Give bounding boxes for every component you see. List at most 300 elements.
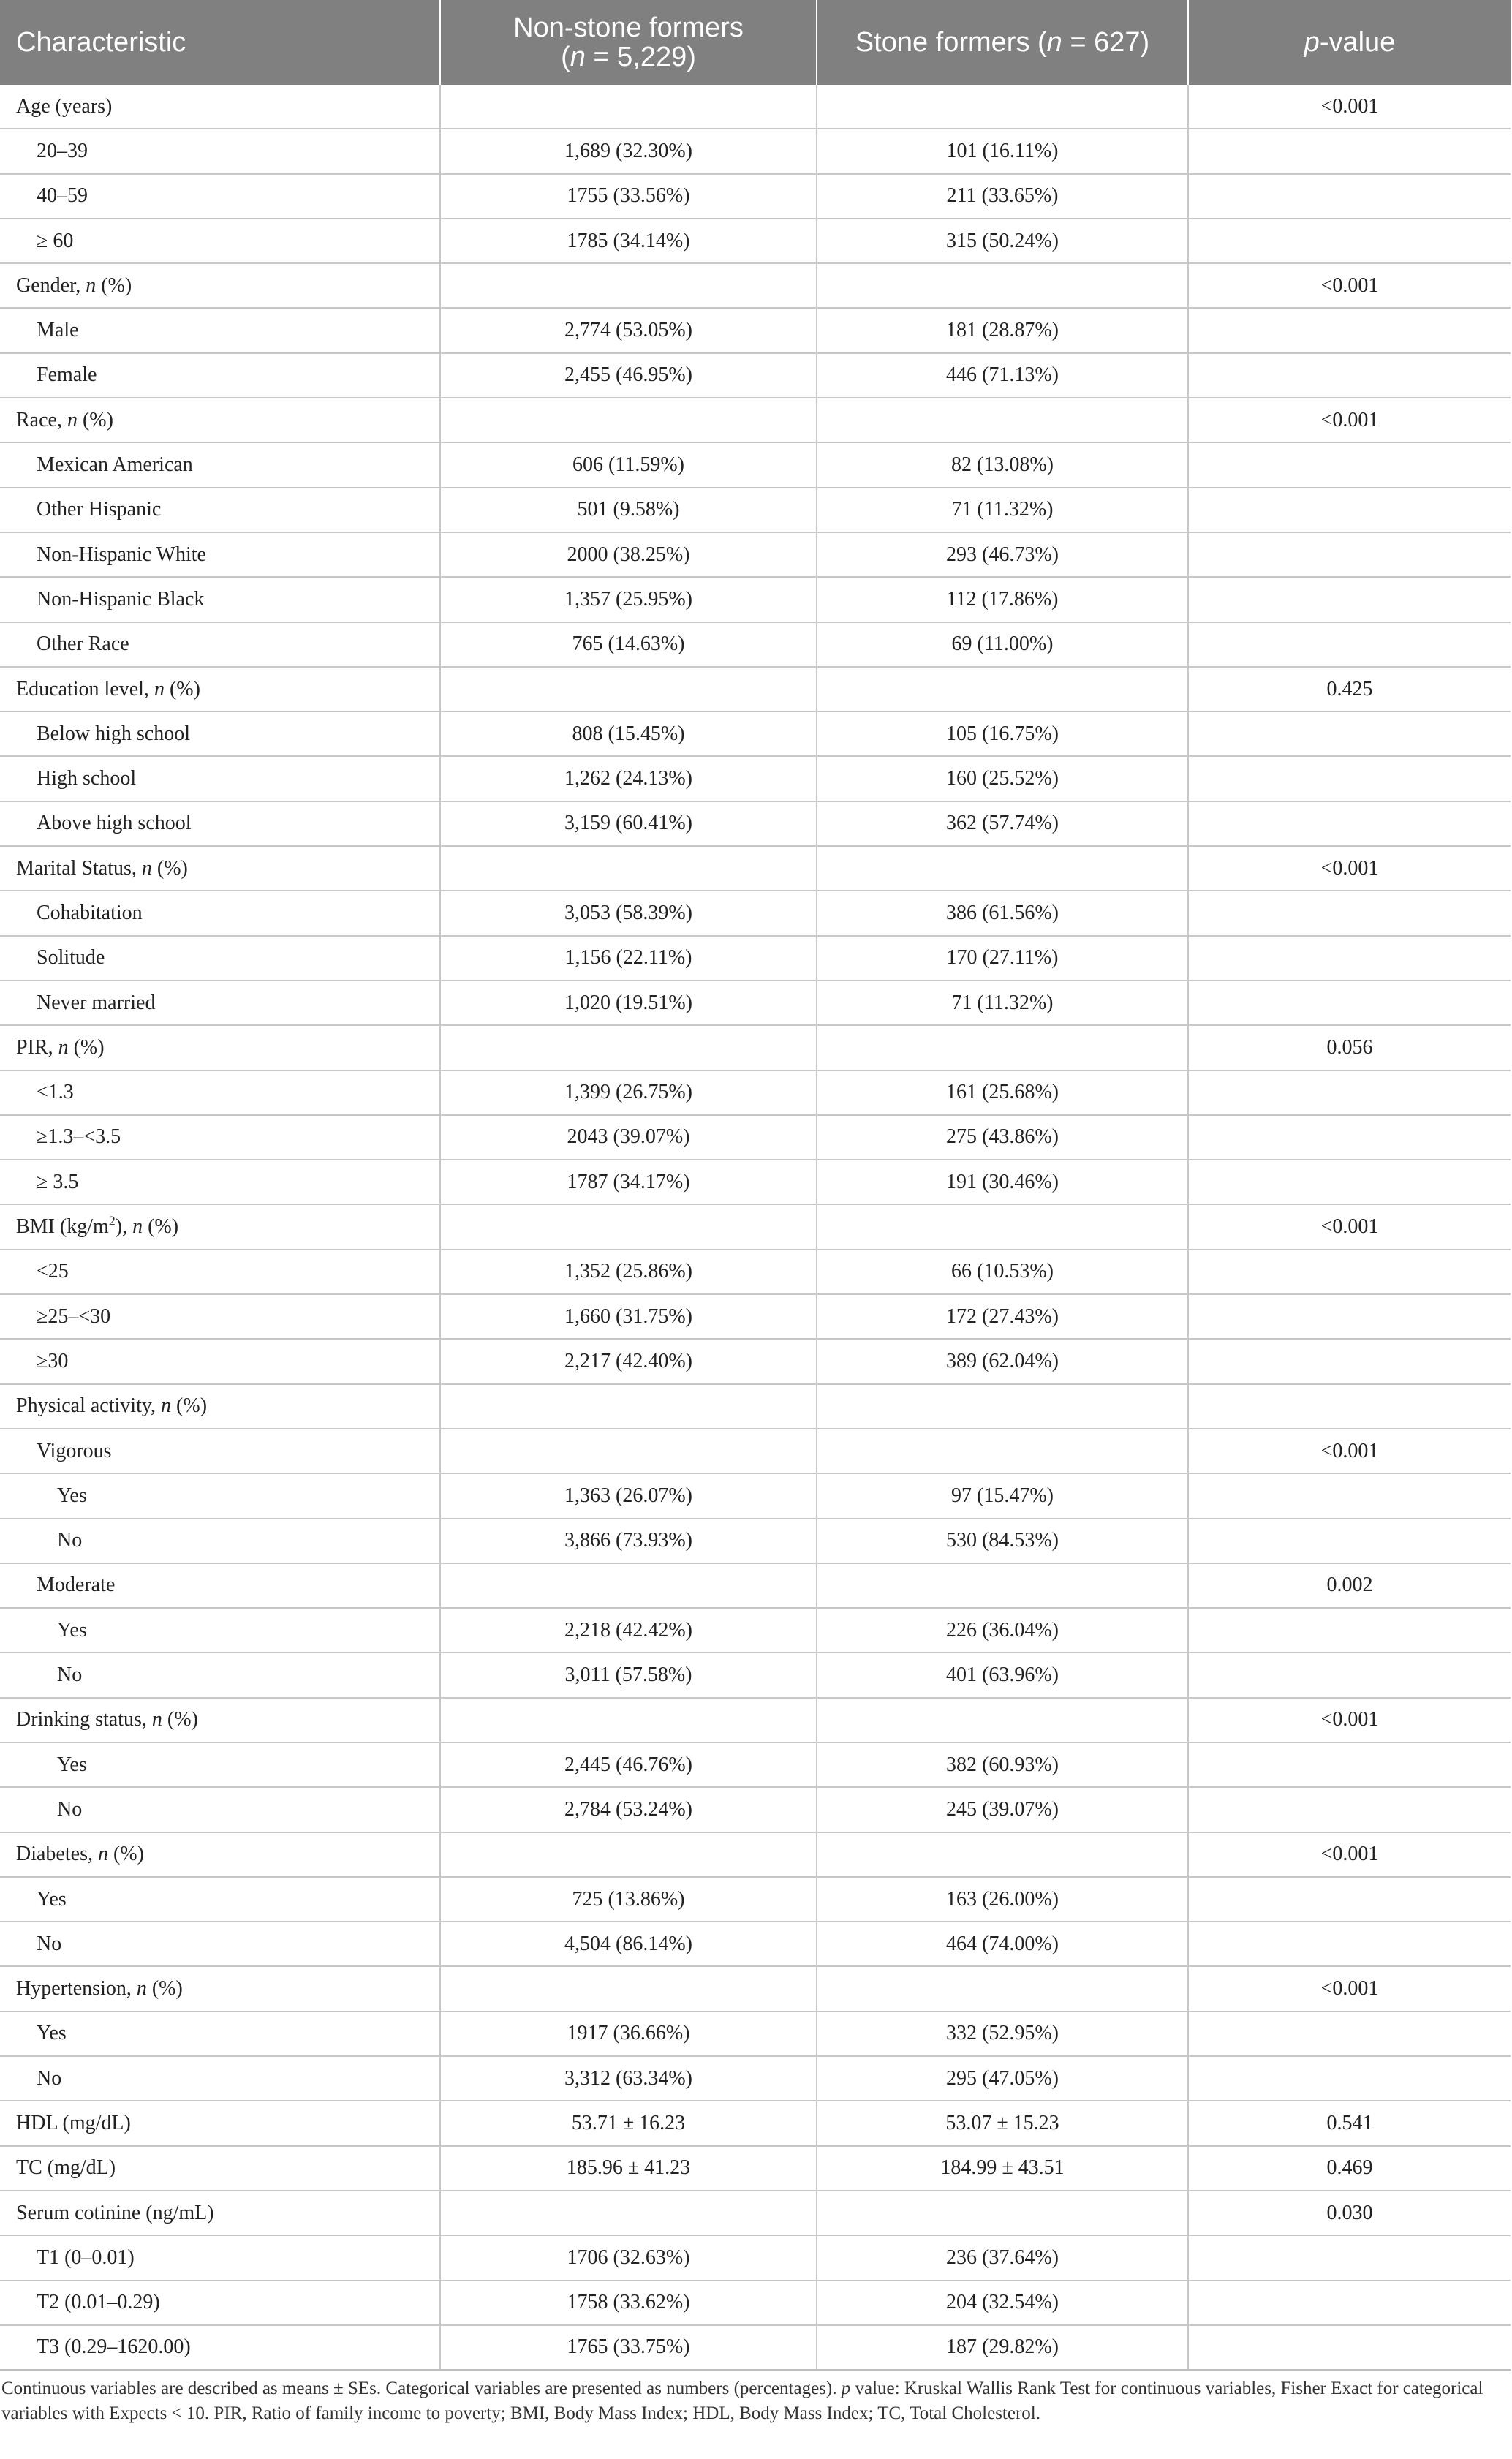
non-stone-value: 3,159 (60.41%) — [440, 801, 817, 846]
stone-value — [817, 1563, 1188, 1608]
p-value — [1188, 1339, 1511, 1383]
row-label-superscript: 2 — [108, 1213, 116, 1228]
stone-value — [817, 1204, 1188, 1249]
row-label-text: Serum cotinine (ng/mL) — [16, 2201, 214, 2224]
table-footnote — [0, 2376, 1493, 2426]
row-label — [0, 129, 440, 173]
stone-value: 163 (26.00%) — [817, 1877, 1188, 1922]
table-row — [0, 1339, 1511, 1383]
stone-value: 204 (32.54%) — [817, 2281, 1188, 2325]
row-label-text: Marital Status, — [16, 856, 142, 880]
non-stone-value: 2,445 (46.76%) — [440, 1742, 817, 1787]
stone-value: 191 (30.46%) — [817, 1160, 1188, 1204]
table-row — [0, 1787, 1511, 1832]
non-stone-value: 1785 (34.14%) — [440, 219, 817, 263]
non-stone-value: 2,455 (46.95%) — [440, 353, 817, 398]
stone-value: 245 (39.07%) — [817, 1787, 1188, 1832]
row-label — [0, 174, 440, 219]
row-label-text: <25 — [37, 1260, 69, 1283]
p-value — [1188, 936, 1511, 981]
row-label — [0, 1025, 440, 1070]
row-label-italic: n — [141, 856, 152, 880]
table-row — [0, 2146, 1511, 2191]
non-stone-value — [440, 1966, 817, 2011]
non-stone-value — [440, 2191, 817, 2235]
row-label — [0, 1652, 440, 1697]
stone-value: 226 (36.04%) — [817, 1608, 1188, 1652]
table-row — [0, 263, 1511, 308]
row-label-text: Yes — [37, 1887, 67, 1911]
table-row — [0, 488, 1511, 532]
header-p-rest: -value — [1319, 27, 1396, 58]
stone-value: 181 (28.87%) — [817, 308, 1188, 352]
p-value — [1188, 2012, 1511, 2056]
header-p-italic: p — [1304, 27, 1320, 58]
row-label-text: No — [37, 2066, 62, 2090]
p-value — [1188, 219, 1511, 263]
table-row — [0, 442, 1511, 487]
stone-value: 101 (16.11%) — [817, 129, 1188, 173]
non-stone-value: 1,689 (32.30%) — [440, 129, 817, 173]
row-label-text: Yes — [57, 1484, 87, 1507]
row-label-text: Mexican American — [37, 453, 193, 477]
row-label — [0, 85, 440, 129]
p-value — [1188, 1070, 1511, 1115]
row-label — [0, 1070, 440, 1115]
row-label-after: (%) — [162, 1708, 198, 1731]
footnote-part2: value: Kruskal Wallis Rank Test for continuous variables, Fisher Exact for categorical variables with Expects < 10. PIR, Ratio of family income to poverty; BMI, Body Mass Index; HDL, Body Mass Index; TC, Total Cholesterol. — [1, 2379, 1483, 2423]
table-row — [0, 353, 1511, 398]
p-value — [1188, 801, 1511, 846]
p-value — [1188, 2235, 1511, 2280]
table-row — [0, 667, 1511, 711]
row-label-text: No — [57, 1529, 83, 1552]
p-value — [1188, 756, 1511, 801]
table-row — [0, 756, 1511, 801]
p-value — [1188, 129, 1511, 173]
row-label-text: T2 (0.01–0.29) — [37, 2291, 160, 2314]
non-stone-value — [440, 1563, 817, 1608]
non-stone-value: 4,504 (86.14%) — [440, 1922, 817, 1966]
p-value — [1188, 2281, 1511, 2325]
row-label-text: Male — [37, 319, 79, 342]
stone-value: 105 (16.75%) — [817, 711, 1188, 756]
row-label — [0, 622, 440, 667]
stone-value: 332 (52.95%) — [817, 2012, 1188, 2056]
row-label — [0, 1160, 440, 1204]
row-label-after: (%) — [107, 1843, 144, 1866]
row-label — [0, 846, 440, 891]
non-stone-value: 3,866 (73.93%) — [440, 1519, 817, 1563]
stone-value: 315 (50.24%) — [817, 219, 1188, 263]
row-label-text: Race, — [16, 408, 67, 431]
row-label-text: ≥1.3–<3.5 — [37, 1125, 121, 1149]
row-label-text: HDL (mg/dL) — [16, 2112, 131, 2134]
row-label — [0, 1294, 440, 1339]
row-label — [0, 219, 440, 263]
p-value — [1188, 1473, 1511, 1518]
table-row — [0, 711, 1511, 756]
table-row — [0, 1652, 1511, 1697]
non-stone-value: 1706 (32.63%) — [440, 2235, 817, 2280]
non-stone-value — [440, 846, 817, 891]
row-label-text: Non-Hispanic Black — [37, 587, 205, 611]
row-label — [0, 1742, 440, 1787]
non-stone-value: 1,262 (24.13%) — [440, 756, 817, 801]
stone-value — [817, 398, 1188, 442]
non-stone-value: 3,312 (63.34%) — [440, 2056, 817, 2101]
row-label — [0, 1698, 440, 1742]
row-label-text: Education level, — [16, 677, 154, 700]
table-row — [0, 1966, 1511, 2011]
non-stone-value: 765 (14.63%) — [440, 622, 817, 667]
row-label-after: (%) — [77, 408, 113, 431]
p-value — [1188, 532, 1511, 577]
stone-value: 389 (62.04%) — [817, 1339, 1188, 1383]
stone-value: 275 (43.86%) — [817, 1115, 1188, 1160]
stone-value — [817, 2191, 1188, 2235]
row-label-text: Hypertension, — [16, 1977, 137, 2001]
row-label-text: BMI (kg/m — [16, 1215, 109, 1239]
row-label — [0, 1250, 440, 1294]
row-label-italic: n — [136, 1977, 147, 2001]
header-non-stone-n: n — [570, 42, 586, 72]
row-label — [0, 667, 440, 711]
non-stone-value: 1917 (36.66%) — [440, 2012, 817, 2056]
stone-value — [817, 263, 1188, 308]
table-row — [0, 2191, 1511, 2235]
non-stone-value — [440, 667, 817, 711]
row-label-text: Other Race — [37, 632, 129, 656]
stone-value: 446 (71.13%) — [817, 353, 1188, 398]
p-value — [1188, 174, 1511, 219]
p-value — [1188, 308, 1511, 352]
row-label-text: TC (mg/dL) — [16, 2156, 116, 2180]
row-label — [0, 1877, 440, 1922]
p-value: <0.001 — [1188, 263, 1511, 308]
row-label — [0, 1922, 440, 1966]
p-value: <0.001 — [1188, 846, 1511, 891]
non-stone-value: 808 (15.45%) — [440, 711, 817, 756]
stone-value: 82 (13.08%) — [817, 442, 1188, 487]
non-stone-value: 1,357 (25.95%) — [440, 577, 817, 622]
row-label-text: <1.3 — [37, 1081, 74, 1104]
p-value: 0.002 — [1188, 1563, 1511, 1608]
non-stone-value: 725 (13.86%) — [440, 1877, 817, 1922]
p-value: <0.001 — [1188, 1429, 1511, 1473]
row-label — [0, 981, 440, 1025]
row-label-text: Moderate — [37, 1574, 116, 1597]
p-value — [1188, 711, 1511, 756]
row-label — [0, 1339, 440, 1383]
table-row — [0, 2235, 1511, 2280]
table-row — [0, 1742, 1511, 1787]
row-label — [0, 2012, 440, 2056]
row-label-text: Solitude — [37, 946, 105, 970]
header-non-stone-line1: Non-stone formers — [513, 12, 744, 43]
row-label-text: Non-Hispanic White — [37, 543, 206, 566]
p-value — [1188, 577, 1511, 622]
row-label-text: Yes — [57, 1618, 87, 1642]
p-value — [1188, 891, 1511, 935]
non-stone-value: 2,217 (42.40%) — [440, 1339, 817, 1383]
footnote-part1: Continuous variables are described as means ± SEs. Categorical variables are presented as numbers (percentages). — [1, 2379, 842, 2398]
stone-value — [817, 1384, 1188, 1429]
row-label — [0, 1608, 440, 1652]
row-label — [0, 1204, 440, 1249]
row-label — [0, 577, 440, 622]
row-label — [0, 711, 440, 756]
stone-value — [817, 1025, 1188, 1070]
non-stone-value — [440, 1384, 817, 1429]
p-value — [1188, 1250, 1511, 1294]
table-row — [0, 1025, 1511, 1070]
stone-value: 184.99 ± 43.51 — [817, 2146, 1188, 2191]
header-stone-n: n — [1046, 27, 1062, 58]
row-label — [0, 263, 440, 308]
row-label-text: 20–39 — [37, 139, 88, 162]
row-label — [0, 1966, 440, 2011]
p-value — [1188, 1608, 1511, 1652]
table-row — [0, 1070, 1511, 1115]
table-row — [0, 1294, 1511, 1339]
table-row — [0, 398, 1511, 442]
row-label — [0, 2281, 440, 2325]
table-row — [0, 1160, 1511, 1204]
header-non-stone-formers — [440, 0, 817, 85]
table-row — [0, 622, 1511, 667]
row-label-text: Diabetes, — [16, 1843, 98, 1866]
row-label-text: PIR, — [16, 1035, 58, 1059]
stone-value: 161 (25.68%) — [817, 1070, 1188, 1115]
row-label — [0, 488, 440, 532]
footnote-p-italic: p — [841, 2379, 851, 2398]
stone-value — [817, 667, 1188, 711]
row-label-text: Age (years) — [16, 94, 113, 118]
non-stone-value: 2,774 (53.05%) — [440, 308, 817, 352]
row-label-text: Below high school — [37, 722, 190, 745]
table-row — [0, 1608, 1511, 1652]
row-label-italic: n — [132, 1215, 143, 1239]
non-stone-value: 1,020 (19.51%) — [440, 981, 817, 1025]
table-body — [0, 85, 1511, 2370]
stone-value — [817, 85, 1188, 129]
row-label-text: No — [57, 1663, 83, 1687]
header-p-value — [1188, 0, 1511, 85]
p-value: <0.001 — [1188, 85, 1511, 129]
stone-value: 170 (27.11%) — [817, 936, 1188, 981]
row-label — [0, 2056, 440, 2101]
table-row — [0, 1204, 1511, 1249]
table-row — [0, 308, 1511, 352]
row-label — [0, 2325, 440, 2370]
table-row — [0, 2101, 1511, 2145]
stone-value: 382 (60.93%) — [817, 1742, 1188, 1787]
header-stone-formers — [817, 0, 1188, 85]
stone-value: 97 (15.47%) — [817, 1473, 1188, 1518]
non-stone-value — [440, 1204, 817, 1249]
row-label-text: Other Hispanic — [37, 498, 162, 521]
row-label — [0, 1473, 440, 1518]
row-label-after: (%) — [96, 273, 132, 297]
table-row — [0, 1429, 1511, 1473]
row-label-text: ≥30 — [37, 1349, 69, 1372]
row-label-text: Vigorous — [37, 1439, 112, 1462]
table-row — [0, 1832, 1511, 1877]
p-value: <0.001 — [1188, 1698, 1511, 1742]
non-stone-value: 1787 (34.17%) — [440, 1160, 817, 1204]
non-stone-value: 2,218 (42.42%) — [440, 1608, 817, 1652]
row-label-italic: n — [154, 677, 165, 700]
non-stone-value: 1,660 (31.75%) — [440, 1294, 817, 1339]
p-value: <0.001 — [1188, 1832, 1511, 1877]
row-label-text: Yes — [37, 2022, 67, 2045]
row-label — [0, 2101, 440, 2145]
stone-value — [817, 1966, 1188, 2011]
row-label-after-sup: ), — [115, 1215, 133, 1239]
row-label — [0, 1115, 440, 1160]
non-stone-value: 2,784 (53.24%) — [440, 1787, 817, 1832]
stone-value: 71 (11.32%) — [817, 488, 1188, 532]
row-label-text: No — [37, 1932, 62, 1955]
non-stone-value — [440, 85, 817, 129]
row-label-text: High school — [37, 767, 137, 790]
table-row — [0, 1519, 1511, 1563]
row-label — [0, 308, 440, 352]
non-stone-value: 3,011 (57.58%) — [440, 1652, 817, 1697]
table-row — [0, 85, 1511, 129]
non-stone-value — [440, 263, 817, 308]
non-stone-value: 2043 (39.07%) — [440, 1115, 817, 1160]
p-value — [1188, 1877, 1511, 1922]
p-value: 0.056 — [1188, 1025, 1511, 1070]
p-value: 0.030 — [1188, 2191, 1511, 2235]
stone-value: 160 (25.52%) — [817, 756, 1188, 801]
stone-value: 66 (10.53%) — [817, 1250, 1188, 1294]
row-label-after: (%) — [68, 1035, 105, 1059]
p-value: <0.001 — [1188, 398, 1511, 442]
p-value — [1188, 1519, 1511, 1563]
table-row — [0, 1384, 1511, 1429]
p-value: 0.425 — [1188, 667, 1511, 711]
row-label — [0, 891, 440, 935]
stone-value — [817, 1832, 1188, 1877]
stone-value: 362 (57.74%) — [817, 801, 1188, 846]
row-label — [0, 801, 440, 846]
row-label — [0, 2146, 440, 2191]
header-non-stone-paren-open: ( — [561, 42, 570, 72]
p-value — [1188, 1294, 1511, 1339]
stone-value: 69 (11.00%) — [817, 622, 1188, 667]
row-label-text: 40–59 — [37, 184, 88, 208]
stone-value: 236 (37.64%) — [817, 2235, 1188, 2280]
stone-value: 464 (74.00%) — [817, 1922, 1188, 1966]
non-stone-value: 3,053 (58.39%) — [440, 891, 817, 935]
row-label-after: (%) — [171, 1394, 208, 1418]
row-label-text: No — [57, 1797, 83, 1821]
table-row — [0, 2325, 1511, 2370]
row-label-after: (%) — [143, 1215, 179, 1239]
non-stone-value: 1,352 (25.86%) — [440, 1250, 817, 1294]
stone-value: 71 (11.32%) — [817, 981, 1188, 1025]
table-row — [0, 936, 1511, 981]
table-row — [0, 801, 1511, 846]
header-stone-post: = 627) — [1062, 27, 1150, 58]
stone-value — [817, 1698, 1188, 1742]
p-value: 0.469 — [1188, 2146, 1511, 2191]
stone-value: 172 (27.43%) — [817, 1294, 1188, 1339]
table-row — [0, 846, 1511, 891]
row-label-italic: n — [67, 408, 78, 431]
table-row — [0, 981, 1511, 1025]
p-value — [1188, 622, 1511, 667]
row-label-text: Drinking status, — [16, 1708, 152, 1731]
non-stone-value: 501 (9.58%) — [440, 488, 817, 532]
row-label — [0, 936, 440, 981]
non-stone-value — [440, 1025, 817, 1070]
row-label-italic: n — [97, 1843, 108, 1866]
p-value — [1188, 1652, 1511, 1697]
row-label-after: (%) — [151, 856, 188, 880]
row-label-after: (%) — [164, 677, 200, 700]
row-label-text: Above high school — [37, 812, 192, 835]
non-stone-value: 606 (11.59%) — [440, 442, 817, 487]
p-value — [1188, 2056, 1511, 2101]
stone-value: 53.07 ± 15.23 — [817, 2101, 1188, 2145]
table-row — [0, 1563, 1511, 1608]
row-label-after: (%) — [146, 1977, 183, 2001]
row-label — [0, 1384, 440, 1429]
header-stone-pre: Stone formers ( — [855, 27, 1047, 58]
non-stone-value: 2000 (38.25%) — [440, 532, 817, 577]
table-row — [0, 1115, 1511, 1160]
table-row — [0, 129, 1511, 173]
row-label-italic: n — [86, 273, 97, 297]
row-label-text: T3 (0.29–1620.00) — [37, 2335, 191, 2359]
non-stone-value — [440, 398, 817, 442]
stone-value: 530 (84.53%) — [817, 1519, 1188, 1563]
p-value — [1188, 1787, 1511, 1832]
row-label — [0, 532, 440, 577]
row-label-text: ≥ 60 — [37, 229, 74, 252]
p-value — [1188, 1115, 1511, 1160]
non-stone-value: 185.96 ± 41.23 — [440, 2146, 817, 2191]
p-value — [1188, 1922, 1511, 1966]
p-value — [1188, 1160, 1511, 1204]
stone-value — [817, 1429, 1188, 1473]
row-label — [0, 1429, 440, 1473]
p-value — [1188, 981, 1511, 1025]
table-row — [0, 174, 1511, 219]
p-value — [1188, 1742, 1511, 1787]
stone-value: 187 (29.82%) — [817, 2325, 1188, 2370]
row-label — [0, 756, 440, 801]
p-value — [1188, 2325, 1511, 2370]
row-label-text: Female — [37, 363, 97, 387]
row-label — [0, 1563, 440, 1608]
table-row — [0, 577, 1511, 622]
row-label — [0, 2191, 440, 2235]
p-value: <0.001 — [1188, 1966, 1511, 2011]
stone-value — [817, 846, 1188, 891]
table-row — [0, 1922, 1511, 1966]
non-stone-value: 1765 (33.75%) — [440, 2325, 817, 2370]
non-stone-value — [440, 1429, 817, 1473]
p-value: <0.001 — [1188, 1204, 1511, 1249]
table-row — [0, 891, 1511, 935]
p-value — [1188, 353, 1511, 398]
header-non-stone-count: = 5,229) — [585, 42, 696, 72]
